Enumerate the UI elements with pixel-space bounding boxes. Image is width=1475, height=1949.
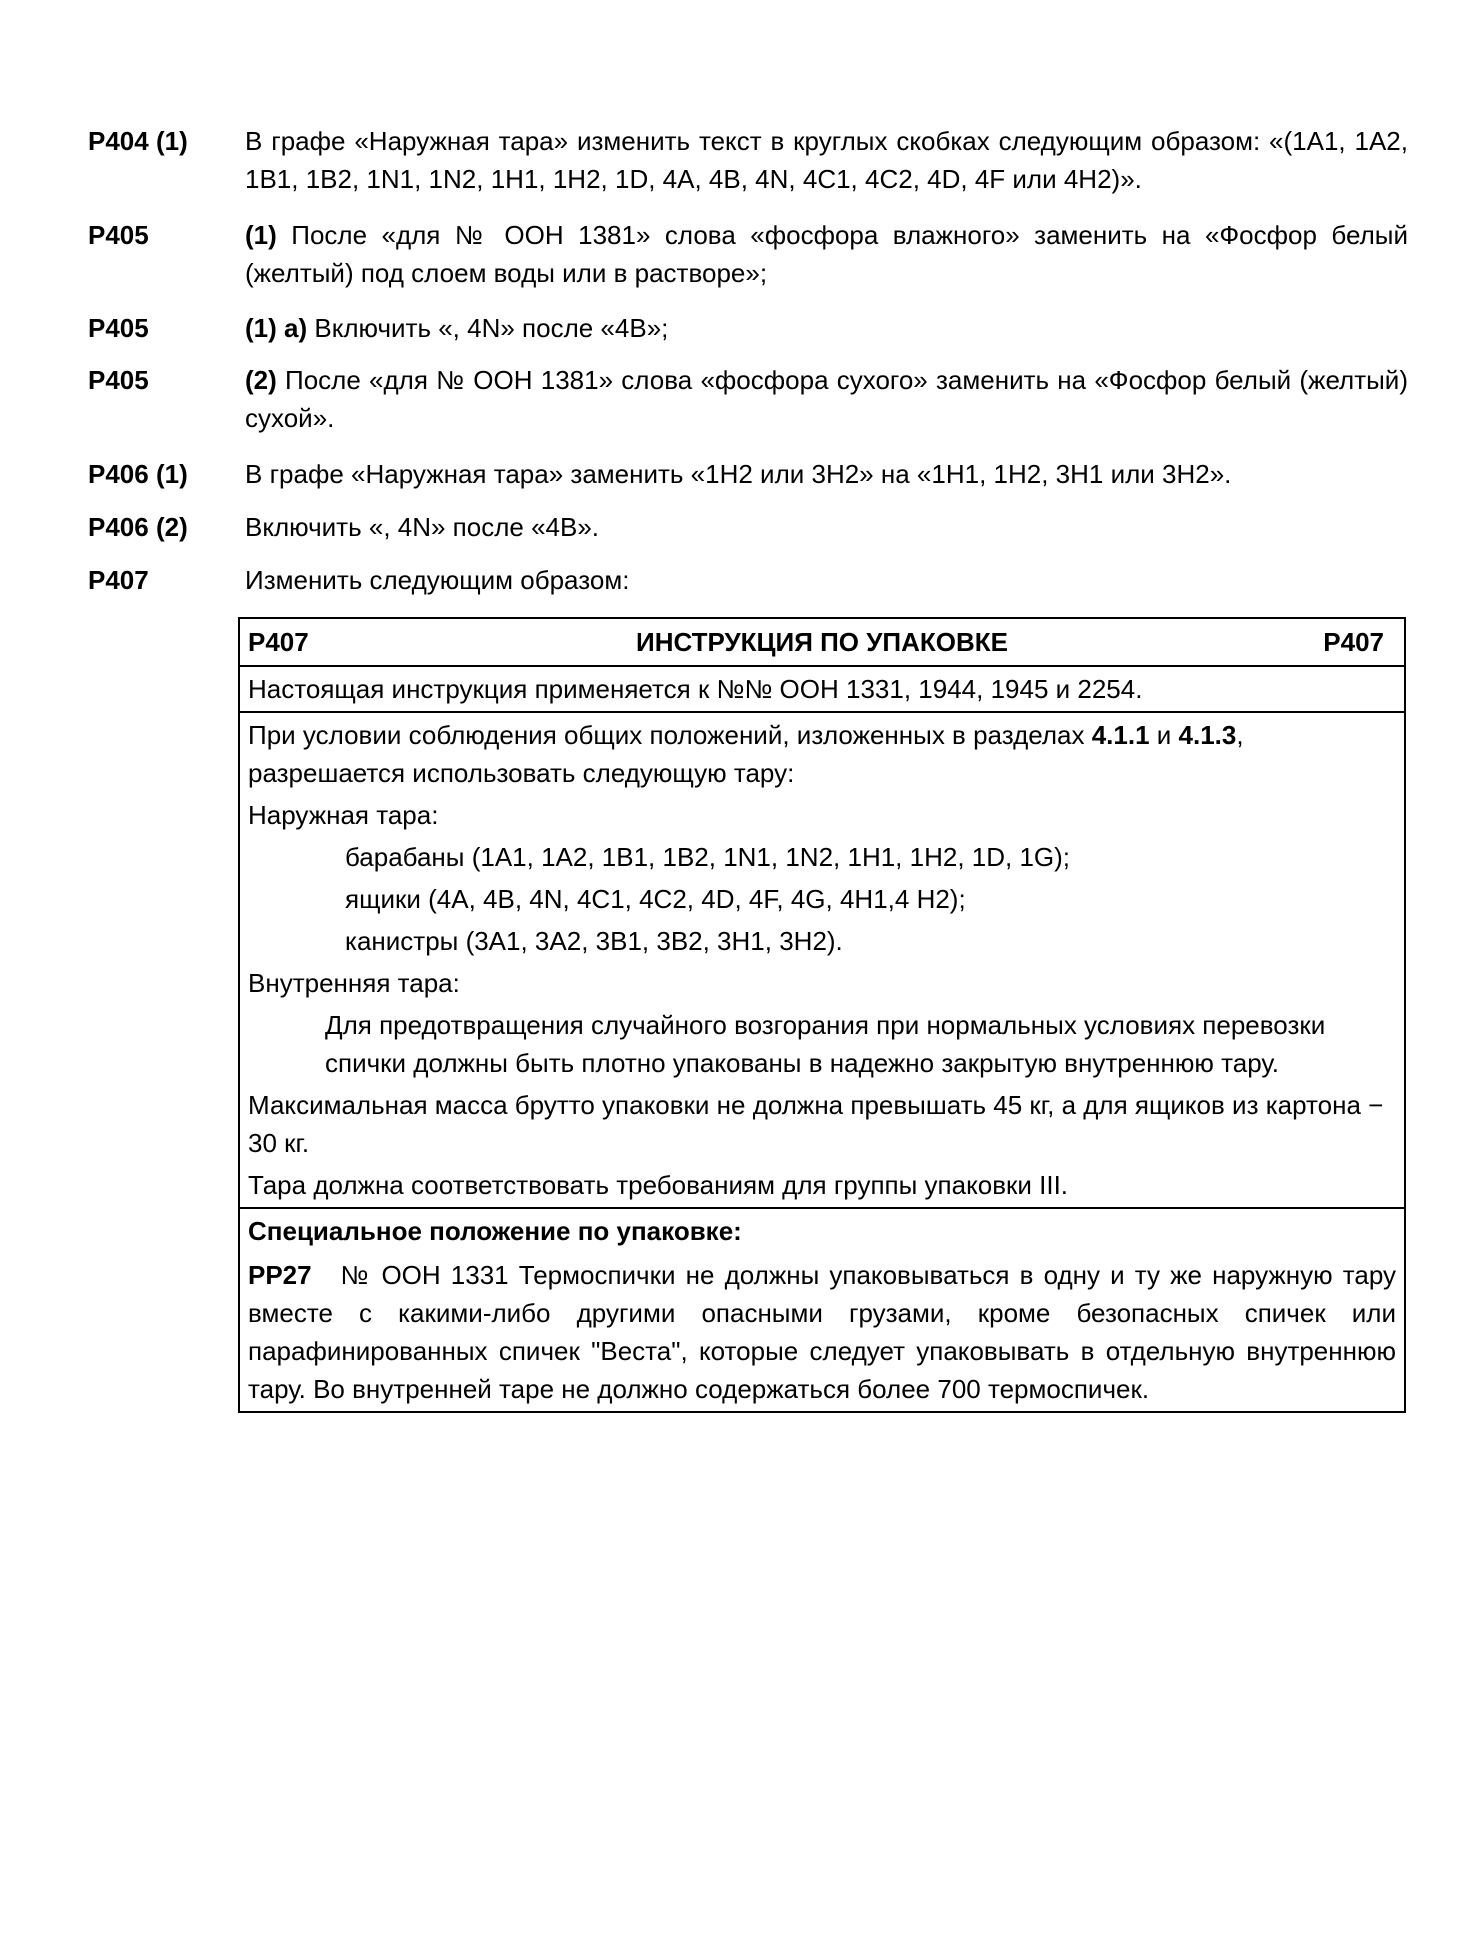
special-provision-code: PP27	[248, 1260, 312, 1290]
amendment-p405-2	[88, 361, 1408, 437]
amendment-code: P405	[88, 220, 149, 250]
amendment-text: В графе «Наружная тара» изменить текст в круглых скобках следующим образом: «(1A1, 1A2, 1B1, 1B2, 1N1, 1N2, 1H1, 1H2, 1D, 4A, 4B, 4N, 4C1, 4C2, 4D, 4F или 4H2)».	[245, 126, 1408, 194]
max-mass-text: Максимальная масса брутто упаковки не должна превышать 45 кг, а для ящиков из картона − 30 кг.	[248, 1090, 1384, 1158]
amendment-p407	[88, 561, 1408, 599]
list-item: канистры (3A1, 3A2, 3B1, 3B2, 3H1, 3H2).	[345, 926, 843, 956]
special-provision-label: Специальное положение по упаковке:	[248, 1216, 742, 1246]
inner-packaging-text: Для предотвращения случайного возгорания при нормальных условиях перевозки спички должны быть плотно упакованы в надежно закрытую внутреннюю тару.	[325, 1010, 1326, 1078]
amendment-p406-1	[88, 455, 1408, 493]
amendment-text: В графе «Наружная тара» заменить «1H2 или 3H2» на «1H1, 1H2, 3H1 или 3H2».	[245, 459, 1232, 489]
amendment-text: (2) После «для № ООН 1381» слова «фосфора сухого» заменить на «Фосфор белый (желтый) сухой».	[245, 365, 1408, 433]
special-provision-row	[240, 1209, 1404, 1411]
amendment-lead: (1)	[245, 220, 277, 250]
section-ref: 4.1.3	[1178, 720, 1237, 750]
section-ref: 4.1.1	[1091, 720, 1150, 750]
amendment-code: P405	[88, 365, 149, 395]
conditions-row	[240, 713, 1404, 1209]
amendment-p405-1a	[88, 309, 1408, 347]
amendment-text: (1) После «для № ООН 1381» слова «фосфора влажного» заменить на «Фосфор белый (желтый) под слоем воды или в растворе»;	[245, 220, 1408, 288]
amendment-text: (1) a) Включить «, 4N» после «4B»;	[245, 313, 669, 343]
amendment-code: P406 (2)	[88, 512, 188, 542]
amendment-text: Изменить следующим образом:	[245, 565, 630, 595]
amendment-p404-1	[88, 122, 1408, 198]
packing-group-text: Тара должна соответствовать требованиям для группы упаковки III.	[248, 1170, 1069, 1200]
instruction-code-right: P407	[1323, 627, 1384, 657]
amendment-text: Включить «, 4N» после «4B».	[245, 512, 600, 542]
amendment-code: P404 (1)	[88, 126, 188, 156]
conditions-text: При условии соблюдения общих положений, изложенных в разделах 4.1.1 и 4.1.3, разрешается использовать следующую тару:	[248, 720, 1244, 788]
amendment-code: P405	[88, 313, 149, 343]
amendment-code: P407	[88, 565, 149, 595]
applies-to-row	[240, 667, 1404, 713]
packing-instruction-table	[238, 617, 1406, 1413]
instruction-code-left: P407	[248, 627, 309, 657]
instruction-title: ИНСТРУКЦИЯ ПО УПАКОВКЕ	[636, 627, 1008, 657]
list-item: барабаны (1A1, 1A2, 1B1, 1B2, 1N1, 1N2, 1H1, 1H2, 1D, 1G);	[345, 842, 1071, 872]
special-provision-text: PP27 № ООН 1331 Термоспички не должны упаковываться в одну и ту же наружную тару вместе с какими-либо другими опасными грузами, кроме безопасных спичек или парафинированных спичек "Веста", которые следует упаковывать в отдельную внутреннюю тару. Во внутренней таре не должно содержаться более 700 термоспичек.	[248, 1260, 1396, 1404]
amendment-p405-1	[88, 216, 1408, 292]
amendment-lead: (2)	[245, 365, 277, 395]
amendment-code: P406 (1)	[88, 459, 188, 489]
applies-to-text: Настоящая инструкция применяется к №№ ООН 1331, 1944, 1945 и 2254.	[248, 674, 1143, 704]
amendment-p406-2	[88, 508, 1408, 546]
amendment-lead: (1) a)	[245, 313, 308, 343]
outer-packaging-label: Наружная тара:	[248, 800, 439, 830]
list-item: ящики (4A, 4B, 4N, 4C1, 4C2, 4D, 4F, 4G, 4H1,4 H2);	[345, 884, 966, 914]
table-header-row	[240, 619, 1404, 667]
inner-packaging-label: Внутренняя тара:	[248, 968, 460, 998]
